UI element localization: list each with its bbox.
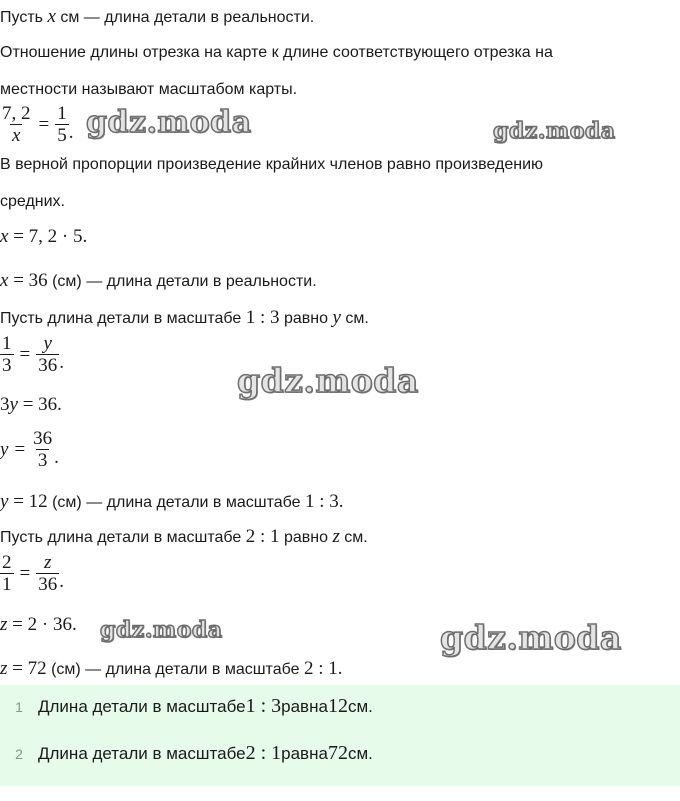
answer-unit: см. — [347, 696, 373, 716]
fraction — [0, 103, 33, 146]
answer-text: равна — [281, 743, 328, 763]
var-z: z — [0, 614, 8, 635]
line-scale-1-3 — [0, 308, 369, 329]
text: Пусть длина детали в масштабе — [0, 529, 246, 546]
text: равно — [279, 310, 333, 327]
var-z: z — [0, 658, 8, 679]
watermark: gdz.moda — [86, 105, 252, 140]
numerator: z — [44, 552, 52, 573]
var-x: x — [0, 226, 9, 247]
equals-sign: = — [38, 113, 50, 135]
answer-text: равна — [281, 696, 328, 716]
result-y — [0, 492, 344, 513]
proportion-2 — [0, 333, 64, 376]
expression: = 7, 2 · 5. — [8, 226, 88, 247]
answer-panel — [0, 685, 680, 786]
equals-sign: = — [19, 562, 31, 584]
var-x: x — [0, 270, 9, 291]
text: см. — [339, 529, 368, 546]
answer-text: Длина детали в масштабе — [38, 696, 246, 716]
line-proportion-rule-2: средних. — [0, 193, 65, 210]
numerator: 1 — [2, 333, 12, 354]
denominator: 3 — [37, 450, 48, 471]
equation-y-fraction — [0, 428, 59, 471]
proportion-1 — [0, 103, 73, 146]
scale: 1 : 3 — [245, 695, 282, 717]
denominator: 3 — [2, 355, 12, 376]
answer-item — [0, 742, 373, 765]
text: см. — [340, 310, 369, 327]
answer-number: 1 — [15, 698, 23, 715]
watermark: gdz.moda — [237, 361, 419, 400]
var-y: y — [9, 394, 18, 415]
answer-value: 72 — [327, 742, 348, 764]
value: = 36 — [8, 270, 48, 291]
scale: 1 : 3 — [304, 491, 339, 512]
line-scale-2-1 — [0, 527, 368, 548]
fraction — [0, 552, 14, 595]
fraction — [36, 552, 59, 595]
value: = 12 — [8, 491, 48, 512]
scale: 1 : 3 — [245, 307, 280, 328]
period: . — [338, 491, 344, 512]
denominator: 36 — [38, 355, 58, 376]
period: . — [54, 447, 59, 468]
answer-number: 2 — [15, 745, 23, 762]
text: (см) — длина детали в масштабе — [47, 494, 305, 511]
var-y: y — [0, 438, 9, 460]
watermark: gdz.moda — [440, 618, 622, 657]
equation-3y — [0, 395, 62, 415]
denominator: 5 — [57, 125, 67, 146]
numerator: 1 — [57, 103, 67, 124]
numerator: 2 — [2, 552, 12, 573]
watermark: gdz.moda — [100, 617, 223, 643]
equation-z-product — [0, 615, 77, 635]
line-scale-definition-2: местности называют масштабом карты. — [0, 81, 298, 98]
var-y: y — [332, 307, 341, 328]
numerator: y — [43, 333, 52, 354]
period: . — [59, 352, 64, 373]
text: см — длина детали в реальности. — [55, 9, 315, 26]
text: Пусть длина детали в масштабе — [0, 310, 246, 327]
answer-value: 12 — [327, 695, 348, 717]
denominator: 36 — [38, 574, 58, 595]
period: . — [59, 571, 64, 592]
fraction — [31, 428, 54, 471]
equals-sign: = — [14, 438, 26, 460]
scale: 2 : 1 — [245, 742, 282, 764]
watermark: gdz.moda — [493, 118, 616, 144]
result-x — [0, 271, 317, 292]
expression: = 2 · 36. — [7, 614, 77, 635]
answer-item — [0, 695, 373, 718]
period: . — [337, 658, 343, 679]
fraction — [36, 333, 59, 376]
text: равно — [279, 529, 333, 546]
equals-sign: = — [19, 343, 31, 365]
coefficient: 3 — [0, 394, 10, 415]
var-z: z — [332, 526, 340, 547]
line-scale-definition-1: Отношение длины отрезка на карте к длине соответствующего отрезка на — [0, 44, 553, 61]
equation-x-product — [0, 227, 87, 247]
answer-unit: см. — [347, 743, 373, 763]
line-definition-x — [0, 7, 314, 28]
denominator: x — [12, 125, 21, 146]
expression: = 36. — [17, 394, 62, 415]
fraction — [55, 103, 69, 146]
proportion-3 — [0, 552, 64, 595]
text: Пусть — [0, 9, 48, 26]
text: (см) — длина детали в масштабе — [46, 661, 304, 678]
line-proportion-rule-1: В верной пропорции произведение крайних членов равно произведению — [0, 156, 543, 173]
numerator: 7, 2 — [2, 103, 31, 124]
var-x: x — [47, 6, 56, 27]
scale: 2 : 1 — [303, 658, 338, 679]
result-z — [0, 659, 342, 680]
var-y: y — [0, 491, 9, 512]
text: (см) — длина детали в реальности. — [47, 273, 317, 290]
fraction — [0, 333, 14, 376]
numerator: 36 — [33, 428, 53, 449]
scale: 2 : 1 — [245, 526, 280, 547]
period: . — [68, 122, 74, 143]
value: = 72 — [7, 658, 47, 679]
denominator: 1 — [2, 574, 12, 595]
answer-text: Длина детали в масштабе — [38, 743, 246, 763]
